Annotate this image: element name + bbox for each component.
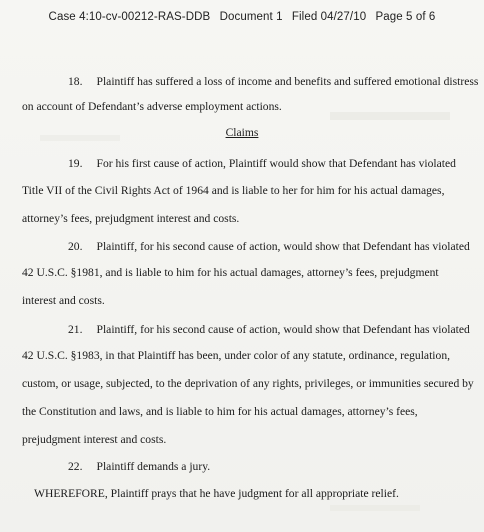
paragraph-21-line-2: 42 U.S.C. §1983, in that Plaintiff has been, under color of any statute, ordinance, regulation,	[22, 349, 451, 362]
paragraph-19-line-1	[22, 157, 484, 170]
paragraph-21-line-1	[22, 323, 484, 336]
paragraph-number: 18.	[68, 75, 83, 88]
paragraph-text: Plaintiff demands a jury.	[96, 460, 211, 473]
filed-date: Filed 04/27/10	[291, 11, 367, 23]
claims-heading-text: Claims	[225, 126, 259, 139]
paragraph-number: 20.	[68, 240, 83, 253]
paragraph-20-line-2: 42 U.S.C. §1981, and is liable to him for his actual damages, attorney’s fees, prejudgment	[22, 266, 439, 279]
document-number: Document 1	[219, 11, 283, 23]
paragraph-20-line-3: interest and costs.	[22, 294, 105, 307]
paragraph-18-line-1	[22, 75, 484, 88]
paragraph-20-line-1	[22, 240, 484, 253]
paragraph-19-line-2: Title VII of the Civil Rights Act of 1964 and is liable to her for him for his actual damages,	[22, 184, 445, 197]
paragraph-21-line-3: custom, or usage, subjected, to the deprivation of any rights, privileges, or immunities secured by	[22, 377, 474, 390]
paragraph-18-line-2: on account of Defendant’s adverse employment actions.	[22, 100, 282, 113]
paragraph-text: For his first cause of action, Plaintiff would show that Defendant has violated	[96, 157, 456, 170]
bleed-through-mark	[330, 112, 450, 120]
paragraph-19-line-3: attorney’s fees, prejudgment interest and costs.	[22, 212, 240, 225]
paragraph-text: Plaintiff, for his second cause of action, would show that Defendant has violated	[96, 323, 470, 336]
paragraph-number: 21.	[68, 323, 83, 336]
paragraph-21-line-5: prejudgment interest and costs.	[22, 433, 167, 446]
case-number: Case 4:10-cv-00212-RAS-DDB	[48, 11, 211, 23]
paragraph-text: Plaintiff, for his second cause of action, would show that Defendant has violated	[96, 240, 470, 253]
paragraph-22-line-1	[22, 460, 484, 473]
page-number: Page 5 of 6	[375, 11, 436, 23]
case-header	[0, 11, 484, 23]
bleed-through-mark	[330, 505, 420, 511]
paragraph-number: 19.	[68, 157, 83, 170]
paragraph-text: Plaintiff has suffered a loss of income and benefits and suffered emotional distress	[96, 75, 479, 88]
paragraph-21-line-4: the Constitution and laws, and is liable to him for his actual damages, attorney’s fees,	[22, 405, 418, 418]
bleed-through-mark	[40, 135, 120, 141]
paragraph-number: 22.	[68, 460, 83, 473]
wherefore-clause: WHEREFORE, Plaintiff prays that he have judgment for all appropriate relief.	[34, 487, 399, 500]
